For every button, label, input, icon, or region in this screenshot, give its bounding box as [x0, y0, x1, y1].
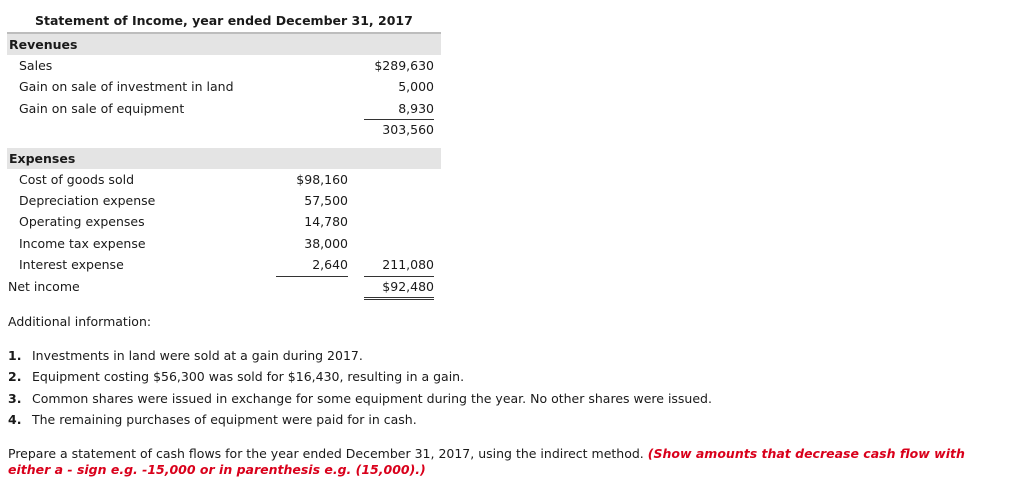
- expense-amount: 57,500: [304, 192, 348, 208]
- revenue-label: Gain on sale of equipment: [19, 100, 185, 116]
- additional-information: [8, 313, 1008, 430]
- list-item-number: 3.: [8, 390, 22, 406]
- list-item: [8, 366, 1008, 387]
- list-item-text: The remaining purchases of equipment were paid for in cash.: [32, 411, 417, 427]
- revenues-total: 303,560: [382, 122, 434, 138]
- revenues-heading: Revenues: [7, 34, 441, 55]
- revenue-amount: 8,930: [364, 98, 434, 120]
- revenue-label: Sales: [19, 58, 53, 73]
- expense-label: Interest expense: [19, 257, 124, 273]
- expenses-total: 211,080: [364, 254, 434, 276]
- expense-row-income-tax: [7, 233, 441, 254]
- list-item-number: 1.: [8, 348, 22, 363]
- income-statement: [7, 10, 441, 297]
- list-item: [8, 388, 1008, 409]
- list-item-number: 4.: [8, 411, 22, 427]
- revenue-row-sales: [7, 55, 441, 76]
- statement-title: Statement of Income, year ended December 31, 2017: [7, 10, 441, 34]
- expense-label: Operating expenses: [19, 214, 145, 230]
- expense-amount: 2,640: [276, 254, 348, 276]
- revenues-total-row: [7, 119, 441, 140]
- question-prompt: [8, 446, 998, 478]
- revenue-label: Gain on sale of investment in land: [19, 79, 234, 95]
- list-item-text: Equipment costing $56,300 was sold for $16,430, resulting in a gain.: [32, 369, 465, 385]
- list-item-text: Common shares were issued in exchange for some equipment during the year. No other shares were issued.: [32, 390, 712, 406]
- expense-row-interest: [7, 254, 441, 275]
- list-item: [8, 409, 1008, 430]
- expense-row-operating: [7, 211, 441, 232]
- revenue-amount: 5,000: [398, 79, 434, 95]
- list-item-number: 2.: [8, 369, 22, 385]
- list-item-text: Investments in land were sold at a gain during 2017.: [32, 348, 363, 363]
- expense-label: Income tax expense: [19, 235, 146, 251]
- additional-list: [8, 345, 1008, 430]
- additional-heading: Additional information:: [8, 314, 152, 329]
- net-income-amount: $92,480: [364, 276, 434, 300]
- net-income-row: [7, 276, 441, 297]
- revenue-row-gain-equipment: [7, 98, 441, 119]
- expense-amount: 14,780: [304, 214, 348, 230]
- revenue-amount: $289,630: [374, 58, 434, 73]
- expense-amount: $98,160: [296, 171, 348, 187]
- prompt-text: Prepare a statement of cash flows for the year ended December 31, 2017, using the indirect method.: [8, 446, 648, 461]
- expense-label: Cost of goods sold: [19, 171, 135, 187]
- expense-label: Depreciation expense: [19, 192, 156, 208]
- expense-row-cogs: [7, 169, 441, 190]
- list-item: [8, 345, 1008, 366]
- expense-amount: 38,000: [304, 235, 348, 251]
- expenses-heading: Expenses: [7, 148, 441, 169]
- revenue-row-gain-land: [7, 76, 441, 97]
- expense-row-depreciation: [7, 190, 441, 211]
- net-income-label: Net income: [8, 278, 80, 294]
- prompt-instruction: (Show amounts that decrease cash flow with either a - sign e.g. -15,000 or in parenthesis e.g. (15,000).): [8, 446, 965, 477]
